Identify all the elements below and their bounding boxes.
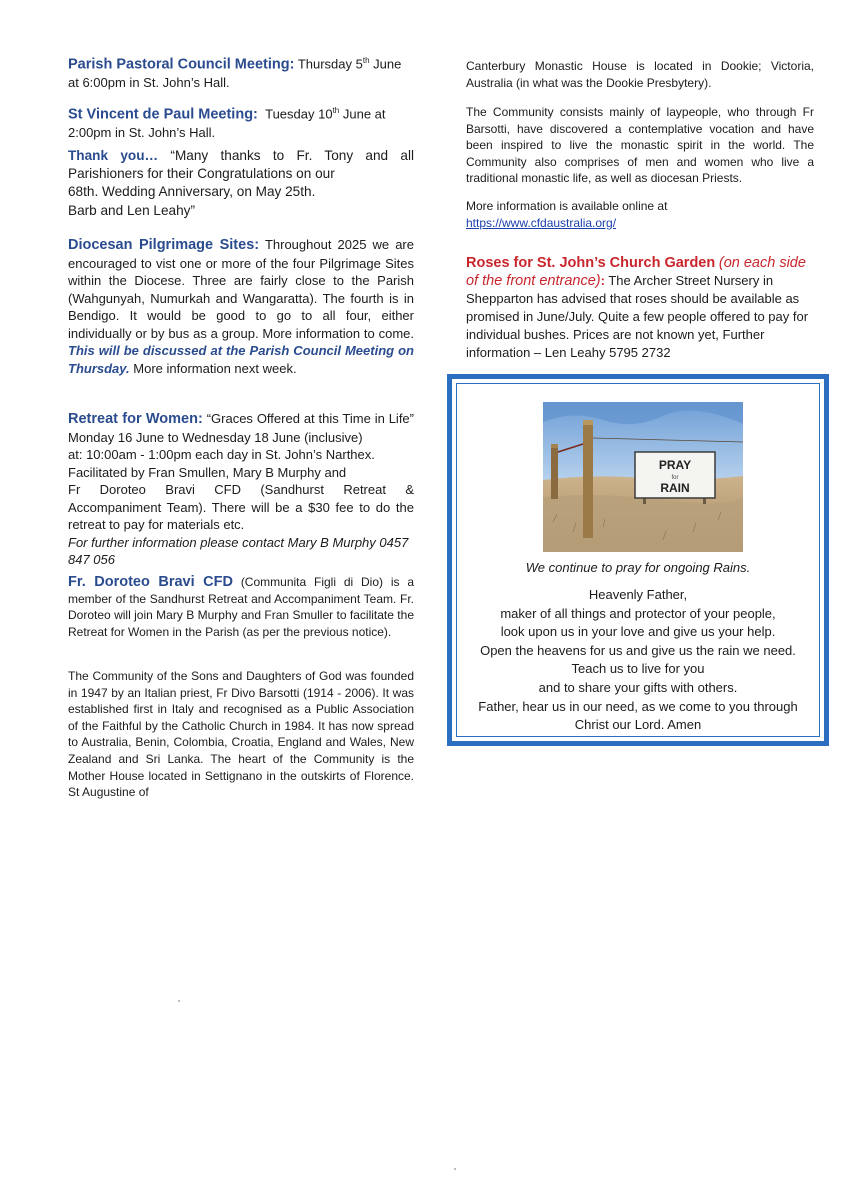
thank-you-line-2: 68th. Wedding Anniversary, on May 25th. [68,184,316,200]
prayer-box-inner [456,383,820,737]
vincent-meeting-date: Tuesday 10 [265,106,333,122]
scan-speck [454,1168,456,1170]
more-info-paragraph [466,198,814,231]
prayer-line: Christ our Lord. Amen [574,717,702,733]
thank-you-notice [68,147,414,220]
pray-for-rain-photo [543,402,743,552]
roses-heading-italic: (on each side of the front entrance) [466,255,806,289]
retreat-notice [68,410,414,569]
laypeople-text: The Community consists mainly of laypeople, who through Fr Barsotti, have discovered a contemplative vocation and have been inspired to live the monastic spirit in the world. The Community also comprises of men and women who live a traditional monastic life, as well as diocesan Priests. [466,105,814,186]
council-meeting-date: Thursday 5 [297,56,363,72]
pilgrimage-heading: Diocesan Pilgrimage Sites: [68,237,260,253]
thank-you-heading: Thank you… [68,148,159,163]
prayer-line: Teach us to live for you [571,661,705,677]
retreat-facilitators: Facilitated by Fran Smullen, Mary B Murphy and [68,464,347,480]
prayer-line: Heavenly Father, [588,587,688,602]
more-info-text: More information is available online at [466,199,668,213]
scan-speck [178,1000,180,1002]
cfd-website-link[interactable]: https://www.cfdaustralia.org/ [466,215,617,230]
council-meeting-notice [68,52,414,91]
vincent-meeting-sup: th [332,106,340,115]
vincent-meeting-notice [68,102,414,141]
prayer-line: look upon us in your love and give us your help. [500,624,776,640]
prayer-line: and to share your gifts with others. [538,679,738,695]
prayer-line: maker of all things and protector of your people, [500,605,776,621]
retreat-contact: For further information please contact Mary B Murphy 0457 847 056 [68,534,409,567]
doroteo-notice [68,574,414,640]
roses-colon: : [600,273,605,288]
retreat-time: at: 10:00am - 1:00pm each day in St. John’s Narthex. [68,447,375,462]
roses-text: The Archer Street Nursery in Shepparton has advised that roses should be available as promised in June/July. Quite a few people offered to pay for individual bushes. Prices are not known yet, Further information – Len Leahy 5795 2732 [466,273,809,360]
thank-you-line-3: Barb and Len Leahy” [68,202,195,218]
canterbury-text: Canterbury Monastic House is located in Dookie; Victoria, Australia (in what was the Dookie Presbytery). [466,59,814,90]
pilgrimage-emphasis: This will be discussed at the Parish Council Meeting on Thursday. [68,343,414,376]
sign-line-3: RAIN [660,481,690,495]
council-meeting-heading: Parish Pastoral Council Meeting: [68,56,295,73]
pilgrimage-notice [68,236,414,377]
council-meeting-sup: th [362,56,370,65]
thank-you-line-1: “Many thanks to Fr. Tony and all Parishioners for their Congratulations on our [68,148,414,182]
prayer-text [457,586,819,735]
community-paragraph [68,668,414,801]
retreat-title-dates: “Graces Offered at this Time in Life” Monday 16 June to Wednesday 18 June (inclusive) [68,411,414,445]
retreat-fee: Fr Doroteo Bravi CFD (Sandhurst Retreat & Accompaniment Team). There will be a $30 fee to do the retreat to pay for materials etc. [68,482,414,532]
laypeople-paragraph [466,104,814,187]
prayer-line: Open the heavens for us and give us the rain we need. [480,642,796,658]
roses-heading: Roses for St. John’s Church Garden [466,255,716,271]
sign-line-1: PRAY [658,458,692,472]
community-text: The Community of the Sons and Daughters of God was founded in 1947 by an Italian priest, Fr Divo Barsotti (1914 - 2006). It was established first in Italy and recognised as a Public Association of the Faithful by the Catholic Church in 1984. It has now spread to Australia, Benin, Colombia, Croatia, England and Wales, New Zealand and Sri Lanka. The heart of the Community is the Mother House located in Settignano in the outskirts of Florence. St Augustine of [68,669,414,800]
pilgrimage-tail: More information next week. [133,360,297,376]
doroteo-heading: Fr. Doroteo Bravi CFD [68,574,233,590]
prayer-lead: We continue to pray for ongoing Rains. [525,560,751,575]
sign-line-2: for [671,475,679,481]
roses-notice [466,254,814,362]
vincent-meeting-details: June at 2:00pm in St. John’s Hall. [68,106,386,140]
council-meeting-details: June at 6:00pm in St. John’s Hall. [68,56,402,90]
canterbury-paragraph [466,58,814,91]
vincent-meeting-heading: St Vincent de Paul Meeting: [68,106,258,123]
prayer-box [447,374,829,746]
pilgrimage-text: Throughout 2025 we are encouraged to vist one or more of the four Pilgrimage Sites within the Diocese. Three are fairly close to the Parish (Wahgunyah, Numurkah and Wangaratta). The fourth is in Bendigo. It would be good to go to all four, either individually or by bus as a group. More information to come. [68,237,414,341]
prayer-line: Father, hear us in our need, as we come to you through [478,698,798,714]
doroteo-text: (Communita Figli di Dio) is a member of the Sandhurst Retreat and Accompaniment Team. Fr. Doroteo will join Mary B Murphy and Fran Smuller to facilitate the Retreat for Women in the Parish (as per the previous notice). [68,575,415,639]
retreat-heading: Retreat for Women: [68,411,203,427]
